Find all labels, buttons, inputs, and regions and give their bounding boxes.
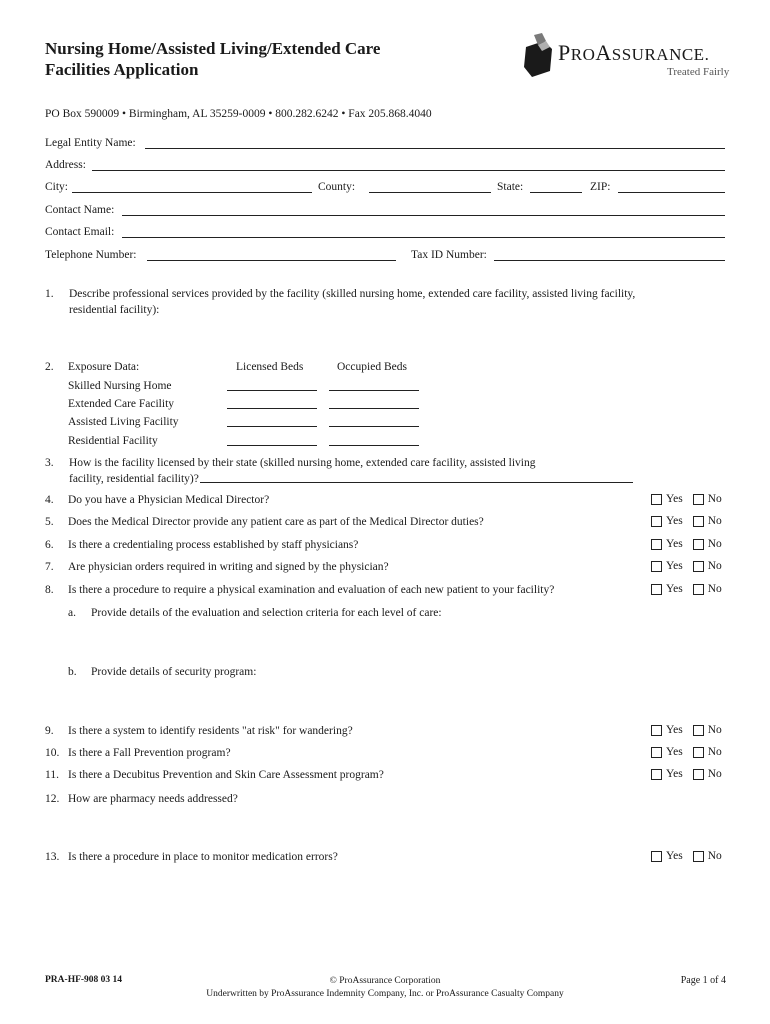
yes-no-options: [651, 746, 722, 758]
question-number: 11.: [45, 769, 59, 781]
question-1: [45, 286, 725, 318]
yes-label: Yes: [666, 560, 683, 572]
proassurance-logo-icon: [520, 33, 560, 79]
occupied-beds-input[interactable]: [329, 390, 419, 391]
question-8b-text: Provide details of security program:: [91, 666, 257, 678]
county-label: County:: [318, 181, 356, 193]
question-text: Is there a procedure to require a physical examination and evaluation of each new patient to your facility?: [68, 584, 555, 596]
question-text: Are physician orders required in writing and signed by the physician?: [68, 561, 389, 573]
yes-no-options: [651, 768, 722, 780]
city-label: City:: [45, 181, 69, 193]
yes-checkbox[interactable]: [651, 561, 662, 572]
yes-label: Yes: [666, 746, 683, 758]
zip-input[interactable]: [618, 192, 725, 193]
yes-checkbox[interactable]: [651, 769, 662, 780]
brand-name: PROASSURANCE.: [558, 40, 710, 65]
yes-checkbox[interactable]: [651, 725, 662, 736]
no-label: No: [707, 538, 722, 550]
occupied-beds-header: Occupied Beds: [337, 361, 407, 373]
exposure-row-label: Assisted Living Facility: [68, 416, 179, 428]
question-1-line-1: Describe professional services provided by the facility (skilled nursing home, extended care facility, assisted living facility,: [69, 288, 636, 300]
licensed-beds-input[interactable]: [227, 426, 317, 427]
form-title: [45, 38, 380, 80]
question-text: Is there a Decubitus Prevention and Skin Care Assessment program?: [68, 769, 384, 781]
telephone-input[interactable]: [147, 260, 396, 261]
question-text: Is there a credentialing process established by staff physicians?: [68, 539, 359, 551]
licensed-beds-input[interactable]: [227, 408, 317, 409]
zip-label: ZIP:: [590, 181, 611, 193]
telephone-label: Telephone Number:: [45, 249, 137, 261]
question-13-text: Is there a procedure in place to monitor medication errors?: [68, 851, 338, 863]
yes-checkbox[interactable]: [651, 516, 662, 527]
yes-label: Yes: [666, 583, 683, 595]
legal-entity-label: Legal Entity Name:: [45, 137, 136, 149]
question-text: Is there a Fall Prevention program?: [68, 747, 231, 759]
occupied-beds-input[interactable]: [329, 445, 419, 446]
question-12-text: How are pharmacy needs addressed?: [68, 793, 238, 805]
occupied-beds-input[interactable]: [329, 426, 419, 427]
contact-name-input[interactable]: [122, 215, 725, 216]
yes-label: Yes: [666, 538, 683, 550]
question-number: 7.: [45, 561, 54, 573]
no-label: No: [707, 724, 722, 736]
address-label: Address:: [45, 159, 86, 171]
question-8a-letter: a.: [68, 607, 76, 619]
tax-id-label: Tax ID Number:: [411, 249, 487, 261]
brand-tagline: Treated Fairly: [667, 66, 730, 78]
county-input[interactable]: [369, 192, 491, 193]
no-checkbox[interactable]: [693, 584, 704, 595]
question-number: 8.: [45, 584, 54, 596]
yes-label: Yes: [666, 768, 683, 780]
contact-email-label: Contact Email:: [45, 226, 115, 238]
licensed-beds-input[interactable]: [227, 390, 317, 391]
no-label: No: [707, 515, 722, 527]
tax-id-input[interactable]: [494, 260, 725, 261]
exposure-row-label: Extended Care Facility: [68, 398, 175, 410]
no-checkbox[interactable]: [693, 516, 704, 527]
question-2-number: 2.: [45, 361, 54, 373]
yes-checkbox[interactable]: [651, 584, 662, 595]
yes-checkbox[interactable]: [651, 539, 662, 550]
footer-copyright: © ProAssurance Corporation: [329, 976, 441, 986]
occupied-beds-input[interactable]: [329, 408, 419, 409]
question-1-line-2: residential facility):: [69, 304, 160, 316]
no-checkbox[interactable]: [693, 725, 704, 736]
contact-info: PO Box 590009 • Birmingham, AL 35259-0009 • 800.282.6242 • Fax 205.868.4040: [45, 108, 432, 120]
no-checkbox[interactable]: [693, 494, 704, 505]
question-3-line-1: How is the facility licensed by their state (skilled nursing home, extended care facility, assisted living: [69, 457, 536, 469]
yes-no-options: [651, 724, 722, 736]
no-label: No: [707, 493, 722, 505]
question-number: 4.: [45, 494, 54, 506]
yes-checkbox[interactable]: [651, 747, 662, 758]
question-number: 5.: [45, 516, 54, 528]
no-checkbox[interactable]: [693, 851, 704, 862]
title-line-2: Facilities Application: [45, 60, 199, 79]
question-8a-text: Provide details of the evaluation and selection criteria for each level of care:: [91, 607, 442, 619]
yes-checkbox[interactable]: [651, 494, 662, 505]
state-label: State:: [497, 181, 524, 193]
licensed-beds-header: Licensed Beds: [236, 361, 304, 373]
question-text: Do you have a Physician Medical Director?: [68, 494, 270, 506]
yes-no-options: [651, 493, 722, 505]
question-number: 1.: [45, 288, 54, 300]
no-label: No: [707, 560, 722, 572]
yes-no-options: [651, 515, 722, 527]
legal-entity-input[interactable]: [145, 148, 725, 149]
no-label: No: [707, 583, 722, 595]
yes-no-options: [651, 583, 722, 595]
city-input[interactable]: [72, 192, 312, 193]
footer-form-id: PRA-HF-908 03 14: [45, 975, 123, 985]
question-3-answer-line[interactable]: [200, 482, 633, 483]
exposure-row-label: Residential Facility: [68, 435, 158, 447]
no-checkbox[interactable]: [693, 747, 704, 758]
question-text: Is there a system to identify residents "at risk" for wandering?: [68, 725, 353, 737]
yes-no-options: [651, 538, 722, 550]
question-number: 10.: [45, 747, 60, 759]
question-13-yes-no: [651, 850, 722, 862]
yes-checkbox[interactable]: [651, 851, 662, 862]
no-checkbox[interactable]: [693, 561, 704, 572]
no-checkbox[interactable]: [693, 769, 704, 780]
question-13-number: 13.: [45, 851, 60, 863]
yes-label: Yes: [666, 515, 683, 527]
address-input[interactable]: [92, 170, 725, 171]
yes-label: Yes: [666, 493, 683, 505]
question-number: 9.: [45, 725, 54, 737]
licensed-beds-input[interactable]: [227, 445, 317, 446]
no-label: No: [707, 746, 722, 758]
exposure-data-label: Exposure Data:: [68, 361, 140, 373]
title-line-1: Nursing Home/Assisted Living/Extended Care: [45, 39, 381, 58]
contact-name-label: Contact Name:: [45, 204, 115, 216]
question-8b-letter: b.: [68, 666, 77, 678]
no-label: No: [707, 850, 722, 862]
state-input[interactable]: [530, 192, 582, 193]
exposure-row-label: Skilled Nursing Home: [68, 380, 172, 392]
no-label: No: [707, 768, 722, 780]
question-3-line-2: facility, residential facility)?: [69, 473, 199, 485]
question-12-number: 12.: [45, 793, 60, 805]
yes-label: Yes: [666, 850, 683, 862]
question-text: Does the Medical Director provide any patient care as part of the Medical Director duties?: [68, 516, 484, 528]
footer-underwritten: Underwritten by ProAssurance Indemnity Company, Inc. or ProAssurance Casualty Company: [206, 989, 564, 999]
yes-no-options: [651, 560, 722, 572]
contact-email-input[interactable]: [122, 237, 725, 238]
question-number: 6.: [45, 539, 54, 551]
no-checkbox[interactable]: [693, 539, 704, 550]
yes-label: Yes: [666, 724, 683, 736]
footer-page-number: Page 1 of 4: [680, 975, 726, 986]
question-number: 3.: [45, 457, 54, 469]
